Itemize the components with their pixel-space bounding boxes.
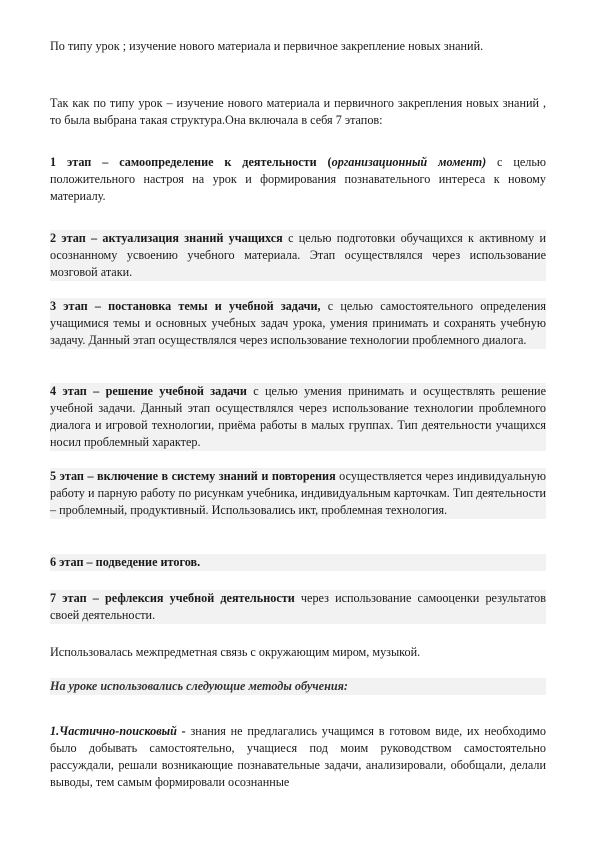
method-1-title: 1.Частично-поисковый -	[50, 724, 186, 738]
stage-2-title: 2 этап – актуализация знаний учащихся	[50, 231, 283, 245]
intro-line: По типу урок ; изучение нового материала и первичное закрепление новых знаний.	[50, 39, 484, 53]
stage-3-paragraph	[50, 298, 546, 349]
stage-5-title: 5 этап – включение в систему знаний и повторения	[50, 469, 336, 483]
stage-3-title: 3 этап – постановка темы и учебной задачи,	[50, 299, 321, 313]
method-1-paragraph	[50, 723, 546, 791]
stage-1-paragraph	[50, 154, 546, 205]
structure-text: Так как по типу урок – изучение нового материала и первичного закрепления новых знаний , то была выбрана такая структура.Она включала в себя 7 этапов:	[50, 96, 546, 127]
method-1-text: знания не предлагались учащимся в готовом виде, их необходимо было добывать самостоятельно, учащиеся под моим руководством самостоятельно рассуждали, решали возникающие познавательные задачи, анализировали, обобщали, делали выводы, тем самым формировали осознанные	[50, 724, 546, 789]
stage-7-title: 7 этап – рефлексия учебной деятельности	[50, 591, 295, 605]
structure-paragraph	[50, 95, 546, 129]
stage-5-paragraph	[50, 468, 546, 519]
methods-heading-text: На уроке использовались следующие методы обучения:	[50, 679, 348, 693]
stage-2-text: с целью подготовки обучащихся к активному и осознанному усвоению учебного материала. Этап осуществлялся через использование мозговой атаки.	[50, 231, 547, 279]
stage-7-paragraph	[50, 590, 546, 624]
stage-2-paragraph	[50, 230, 546, 281]
stage-4-text: с целью умения принимать и осуществлять решение учебной задачи. Данный этап осуществлялся через использование технологии проблемного диалога и игровой технологии, приёма работы в малых группах. Тип деятельности учащихся носил проблемный характер.	[50, 384, 546, 449]
intro-paragraph	[50, 38, 530, 55]
interdisciplinary-text: Использовалась межпредметная связь с окружающим миром, музыкой.	[50, 645, 421, 659]
stage-7-text: через использование самооценки результатов своей деятельности.	[50, 591, 546, 622]
stage-6-title: 6 этап – подведение итогов.	[50, 555, 201, 569]
stage-1-italic: организационный момент)	[331, 155, 487, 169]
methods-heading	[50, 678, 546, 695]
stage-5-text: осуществляется через индивидуальную работу и парную работу по рисункам учебника, индивидуальным карточкам. Тип деятельности – проблемный, продуктивный. Использовались икт, проблемная технология.	[50, 469, 546, 517]
interdisciplinary-paragraph	[50, 644, 546, 661]
stage-4-paragraph	[50, 383, 546, 451]
stage-3-text: с целью самостоятельного определения учащимися темы и основных учебных задач урока, умения принимать и сохранять учебную задачу. Данный этап осуществлялся через использование технологии проблемного диалога.	[50, 299, 546, 347]
stage-1-text: с целью положительного настроя на урок и формирования познавательного интереса к новому материалу.	[50, 155, 546, 203]
stage-6-paragraph	[50, 554, 546, 571]
stage-1-title: 1 этап – самоопределение к деятельности (	[50, 155, 332, 169]
stage-4-title: 4 этап – решение учебной задачи	[50, 384, 247, 398]
